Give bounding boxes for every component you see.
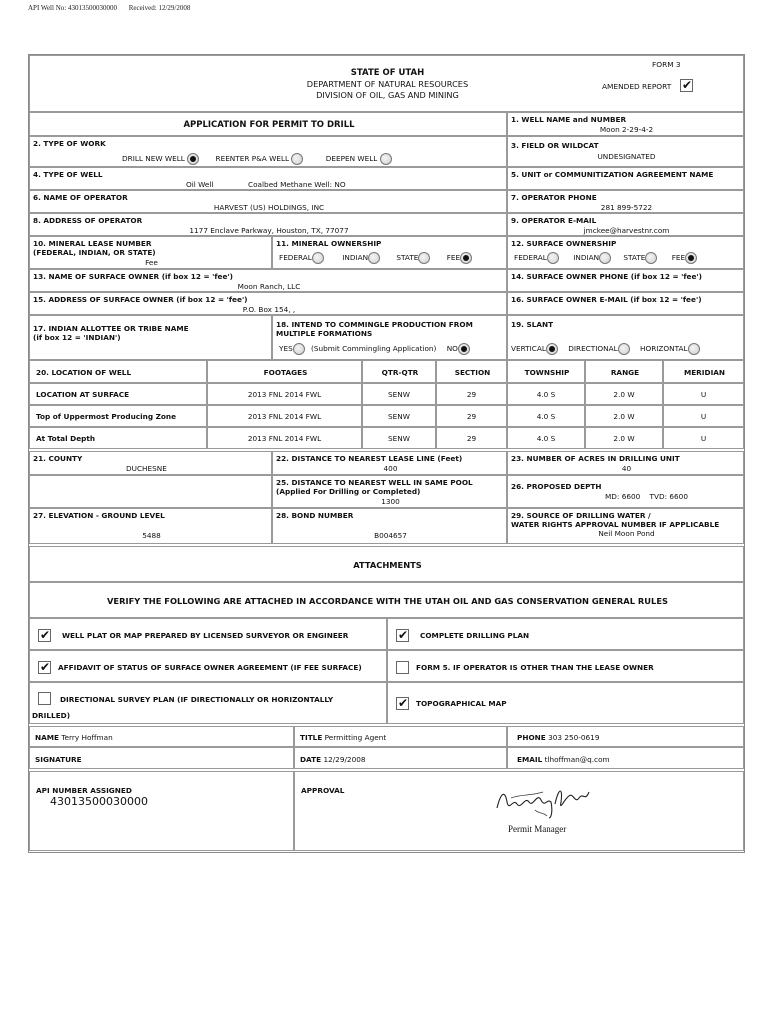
row-footages: 2013 FNL 2014 FWL xyxy=(207,405,362,427)
email-value: tlhoffman@q.com xyxy=(544,755,610,764)
permit-form xyxy=(28,54,745,853)
nearest-well-label-1: 25. DISTANCE TO NEAREST WELL IN SAME POOL xyxy=(276,478,473,487)
commingle-label-1: 18. INTEND TO COMMINGLE PRODUCTION FROM xyxy=(276,320,473,329)
surface-fee-label: FEE xyxy=(671,253,686,262)
surface-state-label: STATE xyxy=(623,253,646,262)
nearest-well-label-2: (Applied For Drilling or Completed) xyxy=(276,487,421,496)
county-value: DUCHESNE xyxy=(126,464,167,473)
water-source-label-2: WATER RIGHTS APPROVAL NUMBER IF APPLICABLE xyxy=(511,520,720,529)
surface-owner-email-cell xyxy=(507,292,744,315)
surface-indian-radio[interactable] xyxy=(599,252,611,264)
phone-cell xyxy=(507,190,744,213)
bond-value: B004657 xyxy=(374,531,407,540)
surface-owner-phone-cell xyxy=(507,269,744,292)
nearest-well-cell xyxy=(272,475,507,508)
email-cell xyxy=(507,213,744,236)
type-of-well-value-1: Oil Well xyxy=(186,180,214,189)
commingle-note: (Submit Commingling Application) xyxy=(311,344,437,353)
attachments-title-cell xyxy=(29,546,744,582)
field-label: 3. FIELD OR WILDCAT xyxy=(511,141,599,150)
form-number: FORM 3 xyxy=(652,60,681,69)
title-block xyxy=(29,55,744,112)
attachment-item xyxy=(387,650,744,682)
email-label: EMAIL xyxy=(517,755,543,764)
commingle-no-label: NO xyxy=(446,344,458,353)
attachment-item xyxy=(387,618,744,650)
attachment-item xyxy=(29,650,387,682)
county-cell xyxy=(29,451,272,475)
water-source-cell xyxy=(507,508,744,544)
row-label: LOCATION AT SURFACE xyxy=(36,390,130,399)
approval-cell xyxy=(294,771,744,851)
mineral-ownership-label: 11. MINERAL OWNERSHIP xyxy=(276,239,382,248)
slant-horizontal-label: HORIZONTAL xyxy=(639,344,688,353)
surface-owner-name-label: 13. NAME OF SURFACE OWNER (if box 12 = 'fee') xyxy=(33,272,233,281)
amended-report-checkbox[interactable] xyxy=(680,79,693,92)
bond-label: 28. BOND NUMBER xyxy=(276,511,354,520)
surface-owner-name-value: Moon Ranch, LLC xyxy=(237,282,301,291)
name-value: Terry Hoffman xyxy=(61,733,113,742)
water-source-value: Neil Moon Pond xyxy=(598,529,655,538)
api-cell xyxy=(29,771,294,851)
mineral-state-label: STATE xyxy=(396,253,419,262)
approval-signature-icon xyxy=(491,778,601,822)
lease-line-cell xyxy=(272,451,507,475)
well-plat-checkbox[interactable] xyxy=(38,629,51,642)
row-label: Top of Uppermost Producing Zone xyxy=(36,412,177,421)
date-value: 12/29/2008 xyxy=(323,755,366,764)
commingle-cell xyxy=(272,315,507,360)
operator-label: 6. NAME OF OPERATOR xyxy=(33,193,128,202)
date-cell xyxy=(294,747,507,769)
directional-survey-label-2: DRILLED) xyxy=(32,711,71,720)
county-label: 21. COUNTY xyxy=(33,454,83,463)
surface-fee-radio[interactable] xyxy=(685,252,697,264)
permit-manager-text: Permit Manager xyxy=(508,824,567,834)
title-value: Permitting Agent xyxy=(324,733,387,742)
state-title: STATE OF UTAH xyxy=(350,68,425,78)
surface-ownership-cell xyxy=(507,236,744,269)
type-of-well-label: 4. TYPE OF WELL xyxy=(33,170,103,179)
row-qtrqtr: SENW xyxy=(362,383,436,405)
row-label: At Total Depth xyxy=(36,434,96,443)
slant-directional-label: DIRECTIONAL xyxy=(568,344,618,353)
row-section: 29 xyxy=(436,427,507,449)
application-title: APPLICATION FOR PERMIT TO DRILL xyxy=(183,120,355,130)
drill-new-well-radio[interactable] xyxy=(187,153,199,165)
commingle-no-radio[interactable] xyxy=(458,343,470,355)
qtrqtr-header: QTR-QTR xyxy=(381,368,419,377)
phone-signer-cell xyxy=(507,726,744,747)
directional-survey-checkbox[interactable] xyxy=(38,692,51,705)
slant-cell xyxy=(507,315,744,360)
commingle-label-2: MULTIPLE FORMATIONS xyxy=(276,329,373,338)
operator-value: HARVEST (US) HOLDINGS, INC xyxy=(213,203,325,212)
surface-federal-radio[interactable] xyxy=(547,252,559,264)
unit-label: 5. UNIT or COMMUNITIZATION AGREEMENT NAME xyxy=(511,170,714,179)
field-cell xyxy=(507,136,744,167)
api-label: API NUMBER ASSIGNED xyxy=(36,786,132,795)
table-row xyxy=(29,383,207,405)
title-cell xyxy=(294,726,507,747)
indian-allottee-cell xyxy=(29,315,272,360)
slant-directional-radio[interactable] xyxy=(618,343,630,355)
surface-owner-name-cell xyxy=(29,269,507,292)
mineral-lease-label-2: (FEDERAL, INDIAN, OR STATE) xyxy=(33,248,156,257)
elevation-value: 5488 xyxy=(142,531,161,540)
lease-line-value: 400 xyxy=(383,464,398,473)
surface-indian-label: INDIAN xyxy=(573,253,600,262)
water-source-label-1: 29. SOURCE OF DRILLING WATER / xyxy=(511,511,651,520)
mineral-fee-label: FEE xyxy=(446,253,461,262)
mineral-lease-cell xyxy=(29,236,272,269)
row-range: 2.0 W xyxy=(585,427,663,449)
acres-label: 23. NUMBER OF ACRES IN DRILLING UNIT xyxy=(511,454,680,463)
topo-map-checkbox[interactable] xyxy=(396,697,409,710)
signature-label: SIGNATURE xyxy=(35,755,82,764)
division-title: DIVISION OF OIL, GAS AND MINING xyxy=(316,90,459,100)
mineral-lease-label-1: 10. MINERAL LEASE NUMBER xyxy=(33,239,152,248)
type-of-work-cell xyxy=(29,136,507,167)
address-cell xyxy=(29,213,507,236)
received-date: Received: 12/29/2008 xyxy=(128,4,191,12)
address-label: 8. ADDRESS OF OPERATOR xyxy=(33,216,143,225)
signature-cell xyxy=(29,747,294,769)
reenter-radio[interactable] xyxy=(291,153,303,165)
row-township: 4.0 S xyxy=(507,405,585,427)
footages-header: FOOTAGES xyxy=(263,368,308,377)
surface-state-radio[interactable] xyxy=(645,252,657,264)
affidavit-label: AFFIDAVIT OF STATUS OF SURFACE OWNER AGREEMENT (IF FEE SURFACE) xyxy=(58,663,362,672)
field-value: UNDESIGNATED xyxy=(597,152,656,161)
mineral-lease-value: Fee xyxy=(145,258,158,267)
location-header: 20. LOCATION OF WELL xyxy=(36,368,132,377)
well-plat-label: WELL PLAT OR MAP PREPARED BY LICENSED SURVEYOR OR ENGINEER xyxy=(62,631,349,640)
slant-label: 19. SLANT xyxy=(511,320,554,329)
phone-label: PHONE xyxy=(517,733,546,742)
name-cell xyxy=(29,726,294,747)
proposed-depth-label: 26. PROPOSED DEPTH xyxy=(511,482,602,491)
mineral-indian-label: INDIAN xyxy=(342,253,369,262)
blank-cell xyxy=(29,475,272,508)
form5-checkbox[interactable] xyxy=(396,661,409,674)
form5-label: FORM 5. IF OPERATOR IS OTHER THAN THE LEASE OWNER xyxy=(416,663,654,672)
slant-horizontal-radio[interactable] xyxy=(688,343,700,355)
table-row xyxy=(29,405,207,427)
type-of-work-label: 2. TYPE OF WORK xyxy=(33,139,106,148)
meridian-header-cell xyxy=(663,360,744,383)
well-name-label: 1. WELL NAME and NUMBER xyxy=(511,115,627,124)
verify-text: VERIFY THE FOLLOWING ARE ATTACHED IN ACCORDANCE WITH THE UTAH OIL AND GAS CONSERVATION GENERAL RULES xyxy=(107,596,668,606)
meridian-header: MERIDIAN xyxy=(683,368,726,377)
row-section: 29 xyxy=(436,383,507,405)
address-value: 1177 Enclave Parkway, Houston, TX, 77077 xyxy=(189,226,349,235)
lease-line-label: 22. DISTANCE TO NEAREST LEASE LINE (Feet) xyxy=(276,454,463,463)
row-meridian: U xyxy=(663,405,744,427)
unit-cell xyxy=(507,167,744,190)
surface-ownership-label: 12. SURFACE OWNERSHIP xyxy=(511,239,617,248)
row-meridian: U xyxy=(663,427,744,449)
section-header-cell xyxy=(436,360,507,383)
well-name-value: Moon 2-29-4-2 xyxy=(599,125,654,134)
surface-owner-address-value: P.O. Box 154, , xyxy=(242,305,296,314)
section-header: SECTION xyxy=(454,368,491,377)
amended-report-label: AMENDED REPORT xyxy=(602,82,672,91)
mineral-state-radio[interactable] xyxy=(418,252,430,264)
operator-phone-label: 7. OPERATOR PHONE xyxy=(511,193,597,202)
drilling-plan-label: COMPLETE DRILLING PLAN xyxy=(420,631,530,640)
well-name-cell xyxy=(507,112,744,136)
mineral-ownership-cell xyxy=(272,236,507,269)
deepen-radio[interactable] xyxy=(380,153,392,165)
attachments-title: ATTACHMENTS xyxy=(353,560,422,570)
acres-cell xyxy=(507,451,744,475)
row-township: 4.0 S xyxy=(507,383,585,405)
approval-label: APPROVAL xyxy=(301,786,345,795)
mineral-fee-radio[interactable] xyxy=(460,252,472,264)
range-header: RANGE xyxy=(610,368,640,377)
api-value: 43013500030000 xyxy=(50,795,148,808)
elevation-cell xyxy=(29,508,272,544)
acres-value: 40 xyxy=(621,464,632,473)
type-of-well-value-2: Coalbed Methane Well: NO xyxy=(248,180,346,189)
attachment-item xyxy=(387,682,744,724)
page-header xyxy=(28,4,190,12)
row-range: 2.0 W xyxy=(585,405,663,427)
directional-survey-label-1: DIRECTIONAL SURVEY PLAN (IF DIRECTIONALLY OR HORIZONTALLY xyxy=(60,695,334,704)
phone-value: 303 250-0619 xyxy=(548,733,600,742)
verify-cell xyxy=(29,582,744,618)
proposed-depth-cell xyxy=(507,475,744,508)
attachment-item xyxy=(29,618,387,650)
row-section: 29 xyxy=(436,405,507,427)
drilling-plan-checkbox[interactable] xyxy=(396,629,409,642)
surface-owner-address-label: 15. ADDRESS OF SURFACE OWNER (if box 12 = 'fee') xyxy=(33,295,248,304)
table-row xyxy=(29,427,207,449)
app-title-cell xyxy=(29,112,507,136)
commingle-yes-radio[interactable] xyxy=(293,343,305,355)
row-footages: 2013 FNL 2014 FWL xyxy=(207,427,362,449)
location-header-cell xyxy=(29,360,207,383)
affidavit-checkbox[interactable] xyxy=(38,661,51,674)
mineral-federal-radio[interactable] xyxy=(312,252,324,264)
row-range: 2.0 W xyxy=(585,383,663,405)
title-label: TITLE xyxy=(300,733,323,742)
proposed-depth-value: MD: 6600 TVD: 6600 xyxy=(605,492,688,501)
elevation-label: 27. ELEVATION - GROUND LEVEL xyxy=(33,511,165,520)
township-header-cell xyxy=(507,360,585,383)
indian-allottee-label-1: 17. INDIAN ALLOTTEE OR TRIBE NAME xyxy=(33,324,189,333)
commingle-yes-label: YES xyxy=(279,344,293,353)
attachment-item xyxy=(29,682,387,724)
slant-vertical-label: VERTICAL xyxy=(511,344,546,353)
row-qtrqtr: SENW xyxy=(362,405,436,427)
range-header-cell xyxy=(585,360,663,383)
name-label: NAME xyxy=(35,733,59,742)
surface-owner-address-cell xyxy=(29,292,507,315)
surface-federal-label: FEDERAL xyxy=(514,253,547,262)
api-well-no: API Well No: 43013500030000 xyxy=(28,4,117,12)
drill-new-well-label: DRILL NEW WELL xyxy=(122,154,185,163)
operator-email-label: 9. OPERATOR E-MAIL xyxy=(511,216,597,225)
deepen-label: DEEPEN WELL xyxy=(325,154,378,163)
reenter-label: REENTER P&A WELL xyxy=(215,154,290,163)
operator-cell xyxy=(29,190,507,213)
bond-cell xyxy=(272,508,507,544)
row-footages: 2013 FNL 2014 FWL xyxy=(207,383,362,405)
mineral-federal-label: FEDERAL xyxy=(279,253,312,262)
date-label: DATE xyxy=(300,755,322,764)
indian-allottee-label-2: (if box 12 = 'INDIAN') xyxy=(33,333,121,342)
operator-email-value: jmckee@harvestnr.com xyxy=(583,226,670,235)
topo-map-label: TOPOGRAPHICAL MAP xyxy=(416,699,507,708)
footages-header-cell xyxy=(207,360,362,383)
operator-phone-value: 281 899-5722 xyxy=(600,203,653,212)
nearest-well-value: 1300 xyxy=(381,497,400,506)
row-qtrqtr: SENW xyxy=(362,427,436,449)
surface-owner-email-label: 16. SURFACE OWNER E-MAIL (if box 12 = 'fee') xyxy=(511,295,702,304)
row-township: 4.0 S xyxy=(507,427,585,449)
row-meridian: U xyxy=(663,383,744,405)
qtrqtr-header-cell xyxy=(362,360,436,383)
slant-vertical-radio[interactable] xyxy=(546,343,558,355)
type-of-well-cell xyxy=(29,167,507,190)
dept-title: DEPARTMENT OF NATURAL RESOURCES xyxy=(306,79,469,89)
township-header: TOWNSHIP xyxy=(524,368,570,377)
location-table xyxy=(29,360,744,449)
surface-owner-phone-label: 14. SURFACE OWNER PHONE (if box 12 = 'fee') xyxy=(511,272,702,281)
email-signer-cell xyxy=(507,747,744,769)
mineral-indian-radio[interactable] xyxy=(368,252,380,264)
